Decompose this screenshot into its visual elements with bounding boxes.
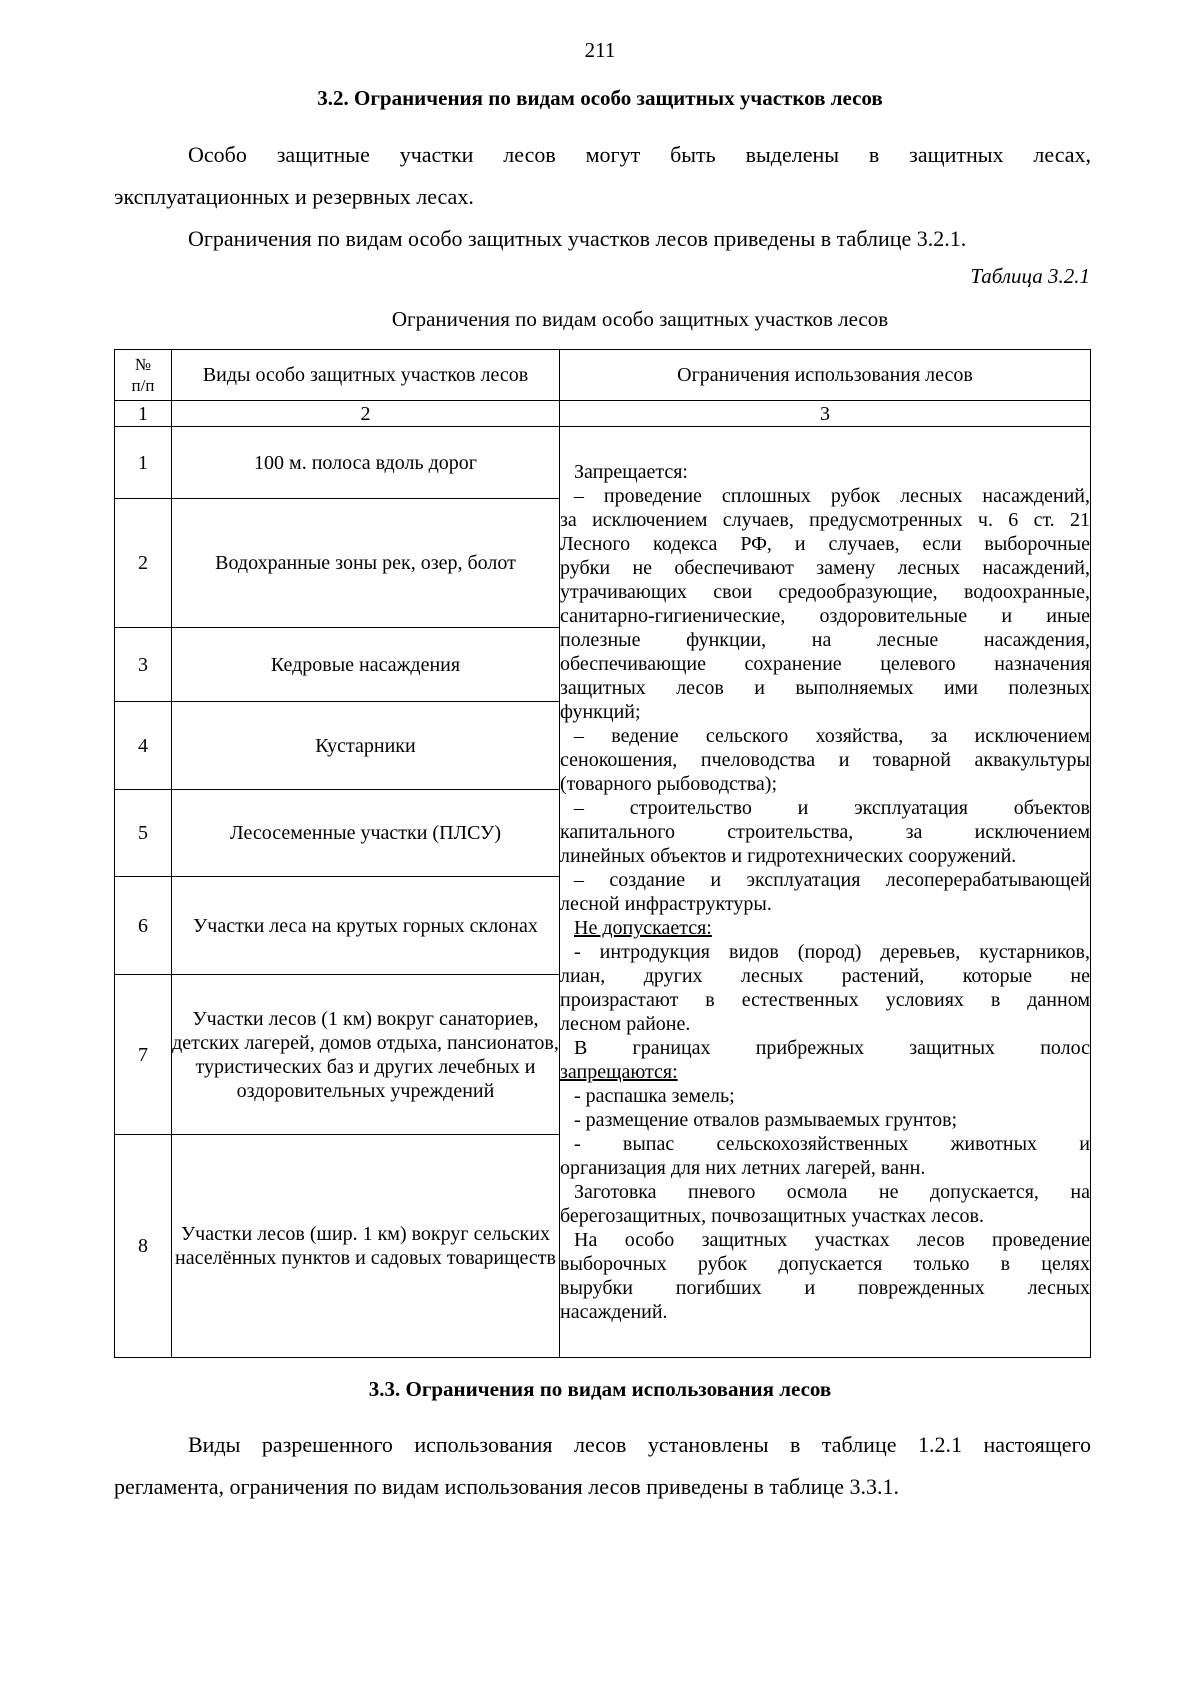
restriction-line: - интродукция видов (пород) деревьев, кустарников, (574, 941, 1090, 963)
row-number: 7 (115, 975, 172, 1135)
restriction-line: – проведение сплошных рубок лесных насаждений, (574, 485, 1090, 507)
restriction-line: насаждений. (560, 1301, 668, 1323)
restriction-line: Запрещается: (574, 461, 688, 483)
restriction-line: полезные функции, на лесные насаждения, (560, 629, 1090, 651)
restriction-line (560, 1060, 1090, 1084)
restriction-line: произрастают в естественных условиях в данном (560, 989, 1090, 1011)
section-3-2-paragraph-line-2: эксплуатационных и резервных лесах. (114, 184, 474, 209)
restriction-line: выборочных рубок допускается только в целях (560, 1253, 1090, 1275)
restriction-line: санитарно-гигиенические, оздоровительные и иные (560, 605, 1090, 627)
restriction-line: На особо защитных участках лесов проведение (574, 1229, 1090, 1251)
column-number: 1 (115, 401, 172, 427)
restriction-line: – создание и эксплуатация лесоперерабатывающей (574, 869, 1090, 891)
row-forest-type: Лесосеменные участки (ПЛСУ) (172, 790, 560, 877)
restriction-line: лесном районе. (560, 1013, 691, 1035)
restriction-line: - выпас сельскохозяйственных животных и (574, 1133, 1090, 1155)
section-3-3-paragraph-line-1: Виды разрешенного использования лесов установлены в таблице 1.2.1 настоящего (188, 1432, 1091, 1457)
section-3-3-paragraph-line-2: регламента, ограничения по видам использования лесов приведены в таблице 3.3.1. (114, 1474, 899, 1499)
restriction-line: – строительство и эксплуатация объектов (574, 797, 1090, 819)
row-forest-type: Участки лесов (шир. 1 км) вокруг сельских населённых пунктов и садовых товариществ (172, 1135, 560, 1358)
row-forest-type: Кедровые насаждения (172, 628, 560, 702)
row-forest-type: 100 м. полоса вдоль дорог (172, 427, 560, 499)
row-number: 3 (115, 628, 172, 702)
restriction-line: капитального строительства, за исключением (560, 821, 1090, 843)
restriction-line: - размещение отвалов размываемых грунтов; (574, 1109, 958, 1131)
section-3-2-paragraph-2: Ограничения по видам особо защитных участков лесов приведены в таблице 3.2.1. (188, 226, 967, 251)
row-number: 6 (115, 877, 172, 975)
page-number: 211 (584, 38, 616, 62)
header-type: Виды особо защитных участков лесов (172, 350, 560, 401)
restriction-line: лиан, других лесных растений, которые не (560, 965, 1090, 987)
prohibited-label: запрещаются: (560, 1061, 678, 1083)
restriction-line: за исключением случаев, предусмотренных ч. 6 ст. 21 (560, 509, 1090, 531)
table-row (115, 427, 1091, 499)
row-number: 4 (115, 702, 172, 790)
restriction-line: вырубки погибших и поврежденных лесных (560, 1277, 1090, 1299)
restriction-line: В границах прибрежных защитных полос (574, 1037, 1090, 1059)
restriction-line: – ведение сельского хозяйства, за исключением (574, 725, 1090, 747)
column-number-row (115, 401, 1091, 427)
restriction-line: (товарного рыбоводства); (560, 773, 778, 795)
restriction-line: линейных объектов и гидротехнических сооружений. (560, 845, 1017, 867)
restriction-line: Заготовка пневого осмола не допускается, на (574, 1181, 1090, 1203)
row-forest-type: Участки леса на крутых горных склонах (172, 877, 560, 975)
restriction-line: функций; (560, 701, 641, 723)
restriction-line: лесной инфраструктуры. (560, 893, 772, 915)
restriction-line: берегозащитных, почвозащитных участках лесов. (560, 1205, 984, 1227)
row-forest-type: Водохранные зоны рек, озер, болот (172, 499, 560, 628)
restriction-line: Лесного кодекса РФ, и случаев, если выборочные (560, 533, 1090, 555)
row-forest-type: Кустарники (172, 702, 560, 790)
table-header-row (115, 350, 1091, 401)
restriction-line (560, 916, 1090, 940)
table-caption: Ограничения по видам особо защитных участков лесов (391, 307, 889, 331)
section-3-2-paragraph-line-1: Особо защитные участки лесов могут быть выделены в защитных лесах, (188, 142, 1091, 167)
section-3-3-heading: 3.3. Ограничения по видам использования лесов (368, 1377, 832, 1401)
restriction-line: утрачивающих свои средообразующие, водоохранные, (560, 581, 1090, 603)
restriction-line: сенокошения, пчеловодства и товарной аквакультуры (560, 749, 1090, 771)
restrictions-cell (560, 427, 1091, 1358)
restriction-line: рубки не обеспечивают замену лесных насаждений, (560, 557, 1090, 579)
not-allowed-label: Не допускается: (574, 917, 712, 939)
restrictions-table (114, 349, 1091, 1358)
column-number: 2 (172, 401, 560, 427)
header-num-line-1: № (134, 355, 152, 374)
row-number: 2 (115, 499, 172, 628)
restriction-line: организация для них летних лагерей, ванн. (560, 1157, 926, 1179)
column-number: 3 (560, 401, 1091, 427)
row-number: 8 (115, 1135, 172, 1358)
restriction-line: обеспечивающие сохранение целевого назначения (560, 653, 1090, 675)
header-num (115, 350, 172, 401)
header-restrictions: Ограничения использования лесов (560, 350, 1091, 401)
row-number: 5 (115, 790, 172, 877)
row-number: 1 (115, 427, 172, 499)
table-number: Таблица 3.2.1 (970, 264, 1090, 288)
row-forest-type: Участки лесов (1 км) вокруг санаториев, детских лагерей, домов отдыха, пансионатов, туристических баз и других лечебных и оздоровительных учреждений (172, 975, 560, 1135)
restriction-line: защитных лесов и выполняемых ими полезных (560, 677, 1090, 699)
header-num-line-2: п/п (131, 376, 155, 395)
restriction-line: - распашка земель; (574, 1085, 735, 1107)
section-3-2-heading: 3.2. Ограничения по видам особо защитных участков лесов (317, 86, 883, 110)
